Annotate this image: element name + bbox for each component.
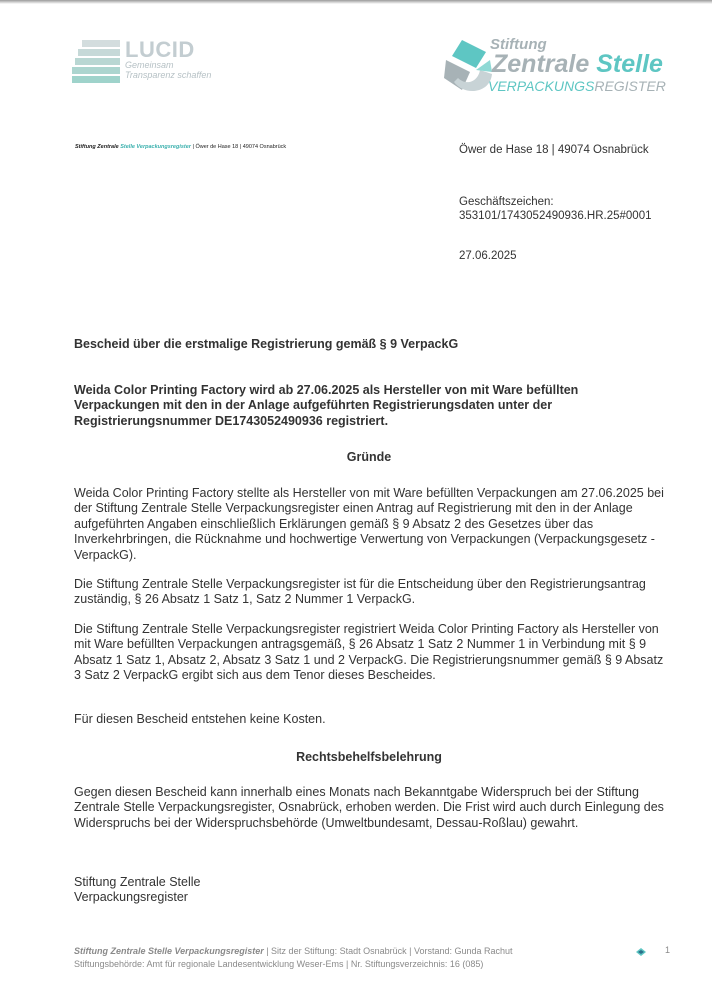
- sender-name-a: Stiftung Zentrale: [75, 144, 119, 150]
- reasons-heading: Gründe: [346, 450, 392, 464]
- sender-line: [75, 144, 286, 150]
- document-date: 27.06.2025: [459, 250, 517, 262]
- zsvr-logo-line3: [488, 78, 666, 94]
- zsvr-logo-line1: Stiftung: [490, 36, 547, 53]
- reasons-paragraph-4: Für diesen Bescheid entstehen keine Kosten.: [74, 712, 326, 726]
- footer-line-1: [74, 945, 513, 958]
- zsvr-logo-zentrale: Zentrale: [492, 50, 590, 78]
- sender-name-b: Stelle Verpackungsregister: [120, 144, 191, 150]
- signature-line-2: Verpackungsregister: [74, 890, 188, 905]
- document-title: Bescheid über die erstmalige Registrierung gemäß § 9 VerpackG: [74, 337, 459, 351]
- signature-block: [74, 875, 664, 906]
- lucid-tagline: [125, 60, 211, 80]
- zsvr-logo-stelle: Stelle: [596, 50, 663, 78]
- header-address: Öwer de Hase 18 | 49074 Osnabrück: [459, 144, 649, 156]
- footer-line-1-rest: | Sitz der Stiftung: Stadt Osnabrück | Vorstand: Gunda Rachut: [263, 946, 513, 956]
- decision-text: Weida Color Printing Factory wird ab 27.06.2025 als Hersteller von mit Ware befüllten Verpackungen mit den in der Anlage aufgeführten Registrierungsdaten unter der Registrierungsnummer DE1743052490936 registriert.: [74, 383, 579, 428]
- signature-line-1: Stiftung Zentrale Stelle: [74, 875, 201, 889]
- reference-block: [459, 195, 652, 223]
- lucid-logo: [72, 38, 232, 88]
- lucid-stack-icon: [72, 40, 120, 84]
- footer-foundation-name: Stiftung Zentrale Stelle Verpackungsregister: [74, 946, 264, 956]
- lucid-tagline-1: Gemeinsam: [125, 60, 174, 70]
- reasons-paragraph-1: Weida Color Printing Factory stellte als Hersteller von mit Ware befüllten Verpackungen am 27.06.2025 bei der Stiftung Zentrale Stelle Verpackungsregister einen Antrag auf Registrierung mit den in der Anlage aufgeführten Angaben einschließlich Erklärungen gemäß § 9 Absatz 2 des Gesetzes über das Inverkehrbringen, die Rücknahme und hochwertige Verwertung von Verpackungen (Verpackungsgesetz - VerpackG).: [74, 486, 664, 562]
- legal-remedy-heading: Rechtsbehelfsbelehrung: [296, 750, 442, 764]
- reasons-paragraph-3: Die Stiftung Zentrale Stelle Verpackungsregister registriert Weida Color Printing Factory als Hersteller von mit Ware befüllten Verpackungen antragsgemäß, § 26 Absatz 1 Satz 2 Nummer 1 in Verbindung mit § 9 Absatz 1 Satz 1, Absatz 2, Absatz 3 Satz 1 und 2 VerpackG. Die Registrierungsnummer gemäß § 9 Absatz 3 Satz 2 VerpackG ergibt sich aus dem Tenor dieses Bescheides.: [74, 622, 664, 683]
- zsvr-logo: [440, 36, 680, 98]
- reasons-paragraph-2: Die Stiftung Zentrale Stelle Verpackungsregister ist für die Entscheidung über den Registrierungsantrag zuständig, § 26 Absatz 1 Satz 1, Satz 2 Nummer 1 VerpackG.: [74, 577, 646, 607]
- reference-value: 353101/1743052490936.HR.25#0001: [459, 210, 652, 222]
- sender-address: | Öwer de Hase 18 | 49074 Osnabrück: [190, 144, 287, 150]
- legal-remedy-text: Gegen diesen Bescheid kann innerhalb eines Monats nach Bekanntgabe Widerspruch bei der Stiftung Zentrale Stelle Verpackungsregister, Osnabrück, erhoben werden. Die Frist wird auch durch Einlegung des Widerspruchs bei der Widerspruchsbehörde (Umweltbundesamt, Dessau-Roßlau) gewahrt.: [74, 785, 664, 830]
- footer-line-2: Stiftungsbehörde: Amt für regionale Landesentwicklung Weser-Ems | Nr. Stiftungsverzeichnis: 16 (085): [74, 958, 484, 969]
- zsvr-logo-line2: [492, 50, 663, 79]
- page-number: 1: [665, 945, 671, 955]
- page-top-shadow: [0, 0, 712, 4]
- lucid-wordmark: LUCID: [125, 37, 195, 62]
- footer: [74, 945, 513, 970]
- footer-logo-mark-icon: [636, 948, 646, 956]
- lucid-tagline-2: Transparenz schaffen: [125, 70, 212, 80]
- reference-label: Geschäftszeichen:: [459, 196, 554, 208]
- zsvr-logo-verpackungs: VERPACKUNGS: [488, 78, 595, 94]
- zsvr-logo-register: REGISTER: [594, 78, 666, 94]
